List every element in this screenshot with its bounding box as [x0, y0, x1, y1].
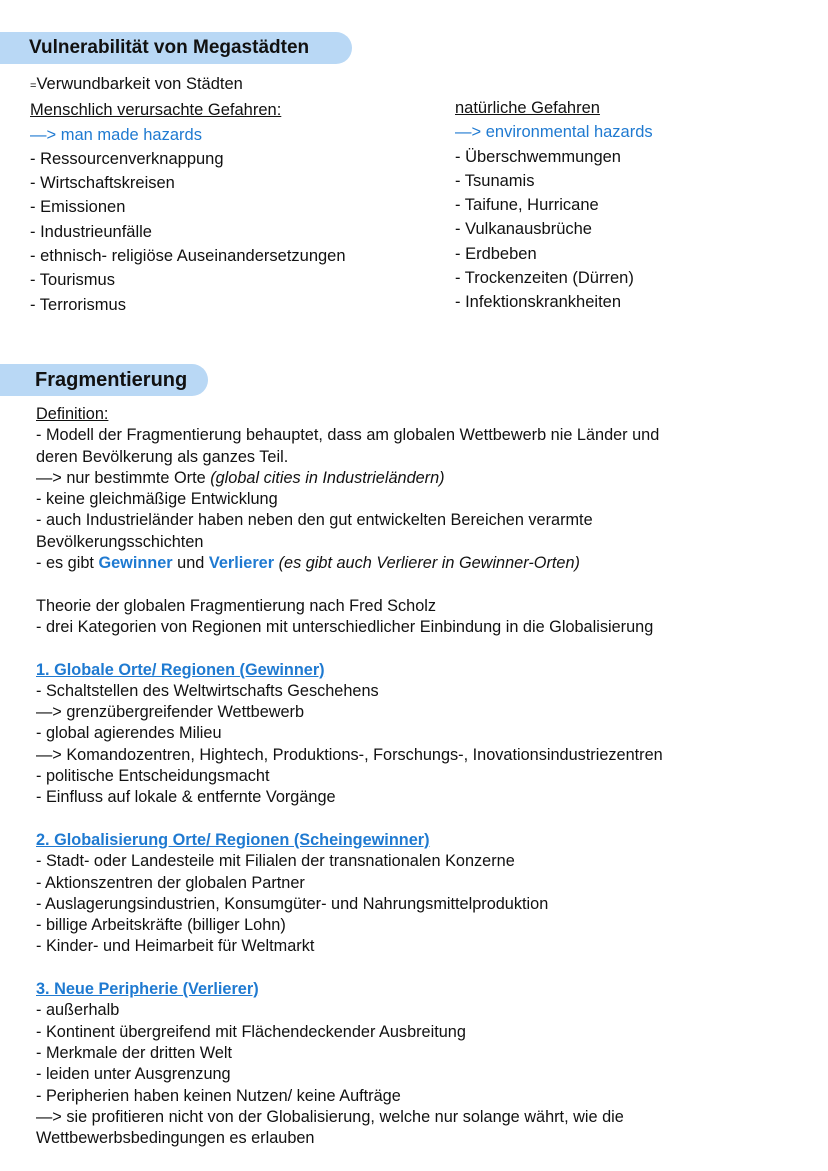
definition-italic: (es gibt auch Verlierer in Gewinner-Orten): [274, 554, 580, 573]
definition-label: Definition:: [36, 405, 109, 423]
list-item: - billige Arbeitskräfte (billiger Lohn): [36, 916, 286, 935]
section-title-vulnerability: Vulnerabilität von Megastädten: [0, 32, 352, 64]
list-item: - Tsunamis: [455, 171, 535, 190]
spacer: [36, 638, 816, 659]
list-item: - Vulkanausbrüche: [455, 220, 592, 239]
list-item: - Kinder- und Heimarbeit für Weltmarkt: [36, 937, 315, 956]
definition-italic: (global cities in Industrieländern): [210, 468, 445, 487]
list-item: - Einfluss auf lokale & entfernte Vorgänge: [36, 788, 336, 807]
list-item: - Trockenzeiten (Dürren): [455, 269, 634, 288]
list-item: - Kontinent übergreifend mit Flächendeckender Ausbreitung: [36, 1022, 466, 1041]
list-item: - Emissionen: [30, 198, 126, 217]
definition-line: [36, 553, 816, 574]
category-2-title: 2. Globalisierung Orte/ Regionen (Scheingewinner): [36, 830, 430, 849]
definition-text: - es gibt: [36, 554, 99, 573]
list-item: - politische Entscheidungsmacht: [36, 767, 270, 786]
fragmentation-body: [36, 404, 816, 1149]
definition-line: - keine gleichmäßige Entwicklung: [36, 490, 278, 509]
list-item: - Ressourcenverknappung: [30, 149, 224, 168]
list-item: —> Komandozentren, Hightech, Produktions-, Forschungs-, Inovationsindustriezentren: [36, 745, 663, 764]
definition-line: Bevölkerungsschichten: [36, 532, 204, 551]
theory-line: - drei Kategorien von Regionen mit unterschiedlicher Einbindung in die Globalisierung: [36, 617, 654, 636]
list-item: - ethnisch- religiöse Auseinandersetzungen: [30, 247, 346, 266]
spacer: [36, 958, 816, 979]
definition-text: und: [172, 554, 209, 573]
list-item: Wettbewerbsbedingungen es erlauben: [36, 1129, 315, 1148]
keyword-winner: Gewinner: [98, 554, 173, 573]
theory-line: Theorie der globalen Fragmentierung nach Fred Scholz: [36, 596, 437, 615]
definition-line: deren Bevölkerung als ganzes Teil.: [36, 447, 289, 466]
definition-line: - Modell der Fragmentierung behauptet, dass am globalen Wettbewerb nie Länder und: [36, 426, 660, 445]
list-item: - Überschwemmungen: [455, 147, 621, 166]
list-item: - Stadt- oder Landesteile mit Filialen der transnationalen Konzerne: [36, 852, 515, 871]
list-item: - Tourismus: [30, 271, 115, 290]
list-item: - Erdbeben: [455, 244, 537, 263]
spacer: [36, 809, 816, 830]
list-item: - Industrieunfälle: [30, 222, 152, 241]
natural-subheading: —> environmental hazards: [455, 123, 653, 142]
list-item: - Aktionszentren der globalen Partner: [36, 873, 305, 892]
definition-text: —> nur bestimmte Orte: [36, 468, 211, 487]
spacer: [36, 574, 816, 595]
list-item: - Auslagerungsindustrien, Konsumgüter- und Nahrungsmittelproduktion: [36, 894, 549, 913]
man-made-heading: Menschlich verursachte Gefahren:: [30, 101, 282, 120]
man-made-hazards-column: [30, 72, 346, 317]
list-item: - global agierendes Milieu: [36, 724, 222, 743]
category-1-title: 1. Globale Orte/ Regionen (Gewinner): [36, 660, 325, 679]
definition-line: - auch Industrieländer haben neben den gut entwickelten Bereichen verarmte: [36, 511, 593, 530]
list-item: - leiden unter Ausgrenzung: [36, 1065, 231, 1084]
definition-line: [36, 468, 816, 489]
list-item: - Schaltstellen des Weltwirtschafts Geschehens: [36, 681, 379, 700]
category-3-title: 3. Neue Peripherie (Verlierer): [36, 980, 259, 999]
list-item: - Infektionskrankheiten: [455, 293, 622, 312]
intro-text: Verwundbarkeit von Städten: [36, 75, 243, 93]
natural-hazards-column: [455, 96, 653, 315]
intro-line: [30, 72, 346, 98]
list-item: - Peripherien haben keinen Nutzen/ keine Aufträge: [36, 1086, 401, 1105]
keyword-loser: Verlierer: [208, 554, 275, 573]
natural-heading: natürliche Gefahren: [455, 99, 600, 117]
list-item: - Wirtschaftskreisen: [30, 174, 175, 193]
list-item: - Taifune, Hurricane: [455, 196, 599, 215]
list-item: - Merkmale der dritten Welt: [36, 1043, 233, 1062]
man-made-subheading: —> man made hazards: [30, 125, 202, 144]
list-item: - außerhalb: [36, 1001, 120, 1020]
equals-sign: =: [30, 80, 37, 92]
list-item: —> sie profitieren nicht von der Globalisierung, welche nur solange währt, wie die: [36, 1107, 624, 1126]
list-item: - Terrorismus: [30, 295, 126, 314]
list-item: —> grenzübergreifender Wettbewerb: [36, 703, 305, 722]
section-title-fragmentation: Fragmentierung: [0, 364, 208, 396]
